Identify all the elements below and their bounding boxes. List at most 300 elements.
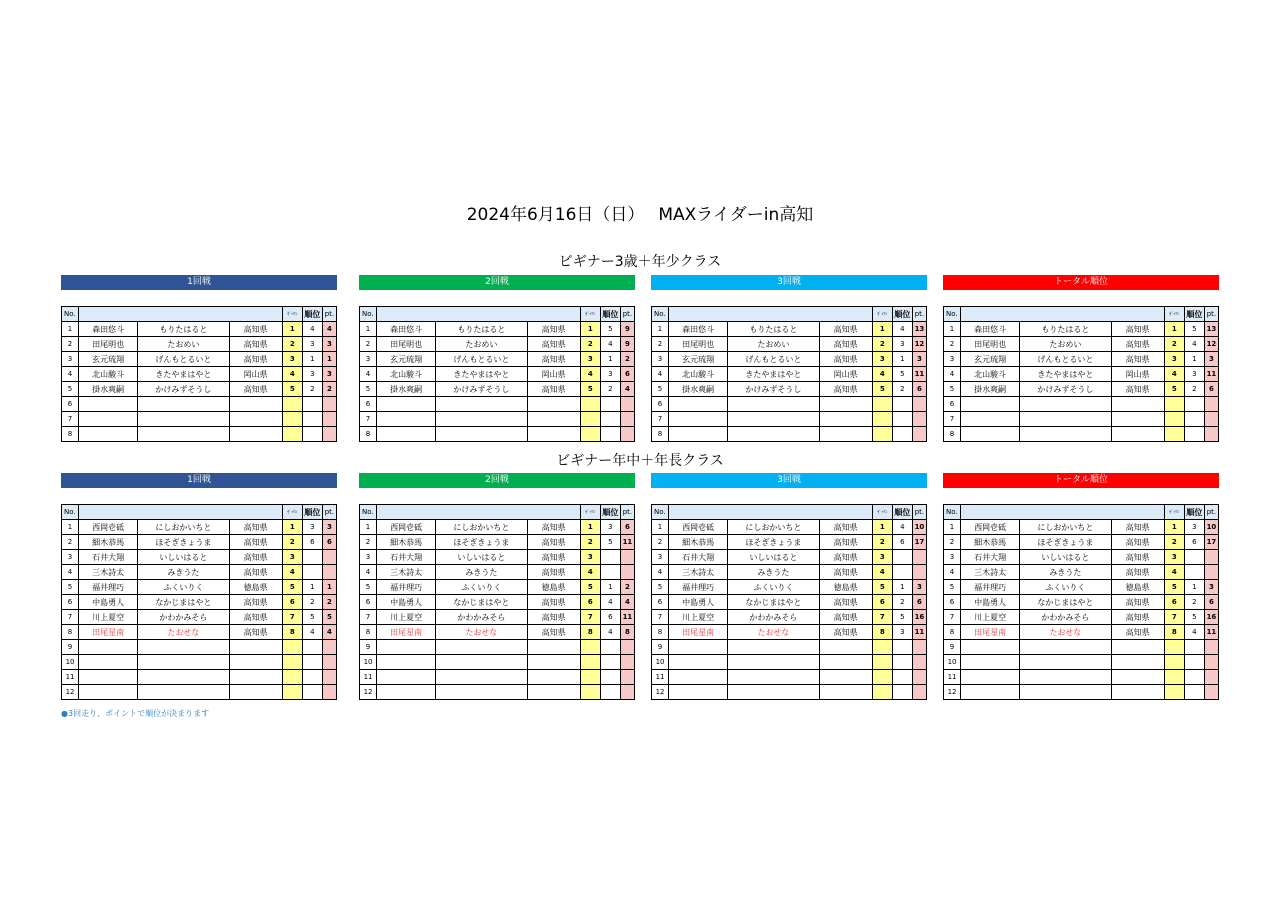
table-row bbox=[944, 685, 1219, 700]
table-row bbox=[62, 427, 337, 442]
rank-value bbox=[1184, 655, 1204, 670]
rider-kana bbox=[1020, 397, 1111, 412]
points-value bbox=[912, 655, 926, 670]
table-row bbox=[652, 550, 927, 565]
header-zekken: ｾﾞｯｹﾝ bbox=[1164, 307, 1184, 322]
rider-kana: たおせな bbox=[1020, 625, 1111, 640]
rider-kana: かわかみそら bbox=[728, 610, 819, 625]
points-value bbox=[620, 427, 634, 442]
rider-name bbox=[377, 397, 436, 412]
rider-kana: みきうた bbox=[436, 565, 527, 580]
row-number: 6 bbox=[944, 397, 961, 412]
rank-value: 4 bbox=[302, 322, 322, 337]
header-no: No. bbox=[360, 505, 377, 520]
rider-name: 田尾星南 bbox=[669, 625, 728, 640]
rank-value bbox=[1184, 550, 1204, 565]
table-row bbox=[944, 610, 1219, 625]
points-value: 6 bbox=[322, 535, 336, 550]
rank-value bbox=[302, 550, 322, 565]
rider-prefecture bbox=[229, 655, 282, 670]
rider-prefecture: 高知県 bbox=[527, 352, 580, 367]
rider-name bbox=[79, 397, 138, 412]
rank-value bbox=[600, 655, 620, 670]
table-header-row bbox=[62, 505, 337, 520]
zekken-number: 3 bbox=[282, 550, 302, 565]
points-value bbox=[620, 565, 634, 580]
table-row bbox=[360, 580, 635, 595]
row-number: 8 bbox=[944, 427, 961, 442]
rider-prefecture bbox=[819, 670, 872, 685]
row-number: 1 bbox=[360, 520, 377, 535]
row-number: 5 bbox=[652, 382, 669, 397]
rider-name bbox=[79, 412, 138, 427]
rank-value: 6 bbox=[302, 535, 322, 550]
rank-value bbox=[302, 427, 322, 442]
rider-name bbox=[669, 412, 728, 427]
rider-name: 細木恭馬 bbox=[961, 535, 1020, 550]
zekken-number bbox=[282, 685, 302, 700]
table-header-row bbox=[652, 307, 927, 322]
rank-value: 5 bbox=[892, 610, 912, 625]
points-value bbox=[322, 565, 336, 580]
table-row bbox=[944, 655, 1219, 670]
rider-kana: げんもとるいと bbox=[1020, 352, 1111, 367]
rider-kana bbox=[728, 685, 819, 700]
points-value: 2 bbox=[620, 580, 634, 595]
rider-name: 田尾星南 bbox=[377, 625, 436, 640]
rider-kana: ふくいりく bbox=[728, 580, 819, 595]
rider-prefecture: 高知県 bbox=[229, 595, 282, 610]
points-value: 12 bbox=[1204, 337, 1218, 352]
row-number: 9 bbox=[360, 640, 377, 655]
zekken-number: 2 bbox=[1164, 337, 1184, 352]
rider-prefecture bbox=[527, 655, 580, 670]
rider-prefecture bbox=[1111, 397, 1164, 412]
rider-name bbox=[79, 655, 138, 670]
rider-prefecture: 高知県 bbox=[527, 520, 580, 535]
points-value: 3 bbox=[912, 352, 926, 367]
rank-value: 3 bbox=[302, 367, 322, 382]
rider-kana bbox=[138, 412, 229, 427]
header-rank: 順位 bbox=[600, 307, 620, 322]
rider-kana bbox=[138, 640, 229, 655]
row-number: 2 bbox=[62, 535, 79, 550]
table-row bbox=[944, 382, 1219, 397]
points-value: 11 bbox=[1204, 625, 1218, 640]
header-blank bbox=[961, 307, 1165, 322]
table-row bbox=[360, 337, 635, 352]
row-number: 3 bbox=[944, 550, 961, 565]
rank-value: 3 bbox=[600, 367, 620, 382]
rank-value bbox=[1184, 427, 1204, 442]
row-number: 12 bbox=[360, 685, 377, 700]
table-row bbox=[652, 367, 927, 382]
header-rank: 順位 bbox=[302, 307, 322, 322]
zekken-number bbox=[1164, 427, 1184, 442]
rider-name: 中島勇人 bbox=[377, 595, 436, 610]
zekken-number: 3 bbox=[1164, 352, 1184, 367]
rider-name bbox=[961, 397, 1020, 412]
row-number: 3 bbox=[62, 352, 79, 367]
rider-kana: げんもとるいと bbox=[436, 352, 527, 367]
rider-name bbox=[961, 670, 1020, 685]
zekken-number bbox=[580, 640, 600, 655]
zekken-number: 3 bbox=[872, 550, 892, 565]
rider-name: 掛水爽嗣 bbox=[961, 382, 1020, 397]
rider-name: 三木詩太 bbox=[79, 565, 138, 580]
table-row bbox=[360, 670, 635, 685]
header-zekken: ｾﾞｯｹﾝ bbox=[282, 505, 302, 520]
rider-kana: もりたはると bbox=[728, 322, 819, 337]
rank-value: 4 bbox=[892, 322, 912, 337]
row-number: 7 bbox=[944, 610, 961, 625]
rider-prefecture: 高知県 bbox=[819, 610, 872, 625]
header-zekken: ｾﾞｯｹﾝ bbox=[1164, 505, 1184, 520]
rider-name: 掛水爽嗣 bbox=[669, 382, 728, 397]
row-number: 11 bbox=[62, 670, 79, 685]
results-table bbox=[61, 306, 337, 442]
zekken-number bbox=[1164, 655, 1184, 670]
rider-name: 石井大翔 bbox=[79, 550, 138, 565]
results-table bbox=[943, 504, 1219, 700]
points-value bbox=[322, 412, 336, 427]
points-value: 3 bbox=[912, 580, 926, 595]
rider-prefecture: 高知県 bbox=[1111, 382, 1164, 397]
row-number: 5 bbox=[944, 382, 961, 397]
zekken-number: 5 bbox=[1164, 580, 1184, 595]
points-value bbox=[1204, 427, 1218, 442]
rider-name: 川上夏空 bbox=[79, 610, 138, 625]
zekken-number: 7 bbox=[282, 610, 302, 625]
rank-value bbox=[1184, 685, 1204, 700]
table-row bbox=[652, 625, 927, 640]
rider-name: 西岡壱砥 bbox=[377, 520, 436, 535]
rank-value bbox=[600, 640, 620, 655]
row-number: 9 bbox=[944, 640, 961, 655]
rank-value bbox=[1184, 670, 1204, 685]
table-row bbox=[652, 595, 927, 610]
row-number: 3 bbox=[62, 550, 79, 565]
header-rank: 順位 bbox=[600, 505, 620, 520]
rider-prefecture: 高知県 bbox=[1111, 625, 1164, 640]
points-value: 10 bbox=[1204, 520, 1218, 535]
zekken-number: 1 bbox=[1164, 520, 1184, 535]
row-number: 8 bbox=[944, 625, 961, 640]
rank-value: 1 bbox=[892, 352, 912, 367]
header-pt: pt. bbox=[912, 307, 926, 322]
rider-prefecture bbox=[527, 640, 580, 655]
rank-value bbox=[600, 397, 620, 412]
rider-prefecture bbox=[229, 412, 282, 427]
rider-name bbox=[961, 427, 1020, 442]
rider-name bbox=[669, 397, 728, 412]
row-number: 7 bbox=[652, 610, 669, 625]
table-row bbox=[944, 337, 1219, 352]
zekken-number bbox=[282, 670, 302, 685]
points-value bbox=[912, 565, 926, 580]
rider-kana bbox=[728, 427, 819, 442]
rider-prefecture bbox=[1111, 427, 1164, 442]
points-value bbox=[1204, 397, 1218, 412]
table-row bbox=[360, 397, 635, 412]
rider-kana bbox=[138, 670, 229, 685]
rank-value: 1 bbox=[1184, 580, 1204, 595]
points-value: 11 bbox=[620, 610, 634, 625]
zekken-number bbox=[580, 655, 600, 670]
rider-name bbox=[669, 427, 728, 442]
table-row bbox=[652, 640, 927, 655]
table-row bbox=[944, 322, 1219, 337]
points-value: 2 bbox=[322, 382, 336, 397]
rank-value: 2 bbox=[1184, 382, 1204, 397]
header-rank: 順位 bbox=[892, 307, 912, 322]
rank-value: 4 bbox=[892, 520, 912, 535]
row-number: 3 bbox=[360, 550, 377, 565]
table-row bbox=[652, 610, 927, 625]
zekken-number: 3 bbox=[282, 352, 302, 367]
rider-kana: もりたはると bbox=[436, 322, 527, 337]
zekken-number: 4 bbox=[1164, 367, 1184, 382]
table-row bbox=[944, 535, 1219, 550]
rank-value: 4 bbox=[1184, 337, 1204, 352]
row-number: 3 bbox=[652, 550, 669, 565]
rider-kana bbox=[436, 427, 527, 442]
zekken-number bbox=[1164, 685, 1184, 700]
zekken-number: 2 bbox=[282, 337, 302, 352]
header-blank bbox=[79, 505, 283, 520]
table-row bbox=[62, 397, 337, 412]
row-number: 2 bbox=[652, 337, 669, 352]
rider-kana: かわかみそら bbox=[436, 610, 527, 625]
points-value: 2 bbox=[322, 595, 336, 610]
rider-kana bbox=[436, 655, 527, 670]
table-row bbox=[62, 412, 337, 427]
row-number: 5 bbox=[360, 580, 377, 595]
rider-kana bbox=[728, 397, 819, 412]
rider-name: 北山駿斗 bbox=[669, 367, 728, 382]
rider-prefecture: 高知県 bbox=[229, 352, 282, 367]
rider-prefecture bbox=[527, 685, 580, 700]
rider-kana bbox=[1020, 685, 1111, 700]
row-number: 4 bbox=[944, 565, 961, 580]
points-value: 3 bbox=[322, 367, 336, 382]
row-number: 8 bbox=[652, 427, 669, 442]
header-blank bbox=[377, 307, 581, 322]
rider-kana: にしおかいちと bbox=[436, 520, 527, 535]
rider-name: 森田悠斗 bbox=[961, 322, 1020, 337]
rider-prefecture: 徳島県 bbox=[229, 580, 282, 595]
header-blank bbox=[377, 505, 581, 520]
table-row bbox=[360, 625, 635, 640]
zekken-number: 4 bbox=[1164, 565, 1184, 580]
rider-name: 田尾明也 bbox=[79, 337, 138, 352]
results-table bbox=[943, 306, 1219, 442]
zekken-number bbox=[1164, 640, 1184, 655]
row-number: 6 bbox=[944, 595, 961, 610]
zekken-number: 1 bbox=[580, 322, 600, 337]
rider-name bbox=[961, 685, 1020, 700]
zekken-number: 2 bbox=[580, 337, 600, 352]
row-number: 5 bbox=[360, 382, 377, 397]
row-number: 5 bbox=[62, 382, 79, 397]
row-number: 9 bbox=[652, 640, 669, 655]
rider-kana: ふくいりく bbox=[138, 580, 229, 595]
rider-kana bbox=[138, 655, 229, 670]
points-value: 6 bbox=[620, 367, 634, 382]
table-row bbox=[62, 670, 337, 685]
table-row bbox=[62, 367, 337, 382]
rank-value bbox=[892, 640, 912, 655]
rider-name: 玄元琉翔 bbox=[377, 352, 436, 367]
points-value bbox=[912, 397, 926, 412]
row-number: 6 bbox=[360, 397, 377, 412]
row-number: 7 bbox=[652, 412, 669, 427]
table-row bbox=[944, 580, 1219, 595]
rank-value: 5 bbox=[1184, 610, 1204, 625]
points-value: 11 bbox=[912, 625, 926, 640]
row-number: 2 bbox=[944, 535, 961, 550]
points-value: 3 bbox=[322, 337, 336, 352]
zekken-number: 4 bbox=[282, 367, 302, 382]
header-no: No. bbox=[62, 505, 79, 520]
rank-value: 3 bbox=[892, 337, 912, 352]
points-value: 12 bbox=[912, 337, 926, 352]
zekken-number: 6 bbox=[1164, 595, 1184, 610]
rider-kana bbox=[1020, 640, 1111, 655]
row-number: 8 bbox=[360, 625, 377, 640]
rider-prefecture: 高知県 bbox=[1111, 535, 1164, 550]
rider-name: 細木恭馬 bbox=[79, 535, 138, 550]
header-no: No. bbox=[944, 505, 961, 520]
rider-name: 玄元琉翔 bbox=[79, 352, 138, 367]
rider-prefecture: 徳島県 bbox=[1111, 580, 1164, 595]
rider-prefecture: 岡山県 bbox=[229, 367, 282, 382]
zekken-number: 5 bbox=[580, 382, 600, 397]
rank-value: 2 bbox=[600, 382, 620, 397]
row-number: 2 bbox=[944, 337, 961, 352]
row-number: 2 bbox=[62, 337, 79, 352]
row-number: 7 bbox=[360, 412, 377, 427]
zekken-number: 6 bbox=[872, 595, 892, 610]
rider-name: 石井大翔 bbox=[961, 550, 1020, 565]
table-row bbox=[360, 640, 635, 655]
points-value bbox=[322, 670, 336, 685]
points-value: 4 bbox=[322, 625, 336, 640]
rank-value: 6 bbox=[892, 535, 912, 550]
header-pt: pt. bbox=[1204, 505, 1218, 520]
points-value bbox=[620, 412, 634, 427]
header-zekken: ｾﾞｯｹﾝ bbox=[580, 307, 600, 322]
rider-prefecture: 高知県 bbox=[229, 535, 282, 550]
header-no: No. bbox=[62, 307, 79, 322]
rank-value bbox=[892, 685, 912, 700]
rider-name: 中島勇人 bbox=[961, 595, 1020, 610]
rider-prefecture bbox=[527, 670, 580, 685]
zekken-number: 4 bbox=[872, 367, 892, 382]
table-row bbox=[360, 595, 635, 610]
rider-name: 石井大翔 bbox=[669, 550, 728, 565]
rider-kana: かけみずそうし bbox=[138, 382, 229, 397]
rider-kana: たおめい bbox=[1020, 337, 1111, 352]
rank-value: 5 bbox=[1184, 322, 1204, 337]
rank-value: 3 bbox=[1184, 520, 1204, 535]
row-number: 1 bbox=[360, 322, 377, 337]
row-number: 6 bbox=[360, 595, 377, 610]
rider-prefecture bbox=[229, 685, 282, 700]
zekken-number: 7 bbox=[1164, 610, 1184, 625]
header-no: No. bbox=[944, 307, 961, 322]
points-value bbox=[1204, 670, 1218, 685]
rider-kana bbox=[728, 640, 819, 655]
row-number: 6 bbox=[62, 595, 79, 610]
points-value: 17 bbox=[912, 535, 926, 550]
rider-name: 福井理巧 bbox=[961, 580, 1020, 595]
rider-prefecture: 高知県 bbox=[527, 382, 580, 397]
zekken-number: 3 bbox=[580, 352, 600, 367]
round-banner: 1回戦 bbox=[61, 473, 337, 488]
points-value: 6 bbox=[1204, 595, 1218, 610]
results-table bbox=[359, 504, 635, 700]
rank-value bbox=[892, 670, 912, 685]
rank-value: 3 bbox=[892, 625, 912, 640]
table-row bbox=[62, 520, 337, 535]
table-row bbox=[944, 640, 1219, 655]
rider-kana: たおせな bbox=[728, 625, 819, 640]
table-row bbox=[360, 535, 635, 550]
rider-prefecture bbox=[819, 397, 872, 412]
rank-value: 6 bbox=[600, 610, 620, 625]
zekken-number: 4 bbox=[580, 565, 600, 580]
rider-name: 田尾明也 bbox=[961, 337, 1020, 352]
rider-kana bbox=[436, 670, 527, 685]
points-value bbox=[620, 685, 634, 700]
zekken-number: 2 bbox=[1164, 535, 1184, 550]
zekken-number: 3 bbox=[1164, 550, 1184, 565]
rider-name: 福井理巧 bbox=[669, 580, 728, 595]
points-value bbox=[322, 640, 336, 655]
rider-prefecture bbox=[229, 640, 282, 655]
points-value: 11 bbox=[620, 535, 634, 550]
rider-prefecture: 高知県 bbox=[1111, 550, 1164, 565]
rider-kana: みきうた bbox=[138, 565, 229, 580]
row-number: 4 bbox=[360, 367, 377, 382]
rider-prefecture bbox=[527, 397, 580, 412]
rider-prefecture: 高知県 bbox=[229, 550, 282, 565]
row-number: 8 bbox=[652, 625, 669, 640]
table-row bbox=[62, 535, 337, 550]
zekken-number: 5 bbox=[580, 580, 600, 595]
row-number: 7 bbox=[360, 610, 377, 625]
table-row bbox=[360, 352, 635, 367]
rider-prefecture bbox=[819, 685, 872, 700]
rider-kana: もりたはると bbox=[1020, 322, 1111, 337]
rider-name: 森田悠斗 bbox=[79, 322, 138, 337]
rider-prefecture: 高知県 bbox=[819, 625, 872, 640]
rider-name: 西岡壱砥 bbox=[961, 520, 1020, 535]
zekken-number: 2 bbox=[580, 535, 600, 550]
points-value bbox=[912, 640, 926, 655]
rider-kana bbox=[436, 397, 527, 412]
rider-name: 三木詩太 bbox=[669, 565, 728, 580]
rank-value bbox=[892, 412, 912, 427]
table-row bbox=[360, 412, 635, 427]
rider-prefecture bbox=[1111, 670, 1164, 685]
row-number: 1 bbox=[944, 520, 961, 535]
rider-kana: なかじまはやと bbox=[728, 595, 819, 610]
points-value: 6 bbox=[1204, 382, 1218, 397]
rider-kana: ふくいりく bbox=[1020, 580, 1111, 595]
rank-value: 4 bbox=[600, 625, 620, 640]
